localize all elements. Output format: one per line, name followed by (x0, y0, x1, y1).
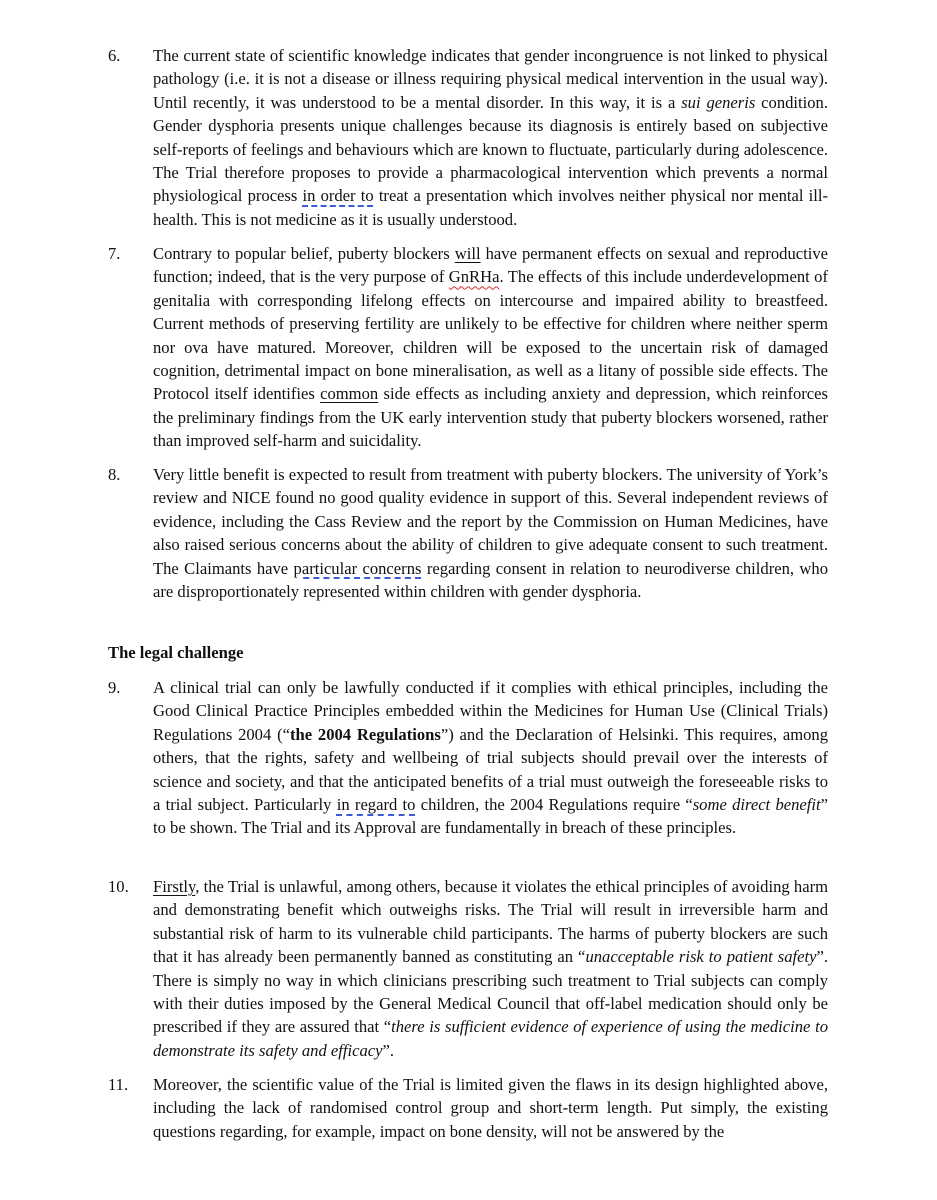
text-run: ”. There is simply no way in which clinicians prescribing such treatment to Trial subjects can comply with their duties imposed by the General Medical Council that off-label medication should only be prescribed if they are assured that “ (153, 947, 829, 1037)
paragraph-10 (108, 875, 828, 1062)
text-run: The current state of scientific knowledge indicates that gender incongruence is not linked to physical pathology (i.e. it is not a disease or illness requiring physical medical intervention in the usual way). Until recently, it was understood to be a mental disorder. In this way, it is a (153, 46, 828, 112)
paragraph-body (153, 676, 828, 840)
text-run: children, the 2004 Regulations require “ (415, 795, 693, 815)
paragraph-number: 6. (108, 46, 121, 65)
paragraph-number: 10. (108, 877, 129, 896)
text-run: have permanent effects on sexual and reproductive function; indeed, that is the very purpose of (153, 244, 828, 287)
paragraph-6 (108, 44, 828, 231)
section-heading: The legal challenge (108, 643, 244, 662)
italic-run: there is sufficient evidence of experience of using the medicine to demonstrate its safety and efficacy (153, 1017, 828, 1060)
paragraph-11 (108, 1073, 828, 1143)
paragraph-7 (108, 242, 828, 453)
paragraph-body (153, 875, 828, 1062)
paragraph-number: 11. (108, 1075, 129, 1094)
grammar-suggestion[interactable]: in regard to (336, 795, 416, 815)
paragraph-9 (108, 676, 828, 840)
paragraph-body (153, 44, 828, 231)
underlined-run: will (454, 244, 481, 263)
italic-run: some direct benefit (692, 795, 821, 815)
underlined-run: common (320, 384, 379, 404)
paragraph-8 (108, 463, 828, 603)
italic-run: unacceptable risk to patient safety (585, 947, 817, 967)
text-run: Very little benefit is expected to result from treatment with puberty blockers. The university of York’s review and NICE found no good quality evidence in support of this. Several independent reviews of evidence, including the Cass Review and the report by the Commission on Human Medicines, have also raised serious concerns about the ability of children to give adequate consent to such treatment. The Claimants have (153, 465, 828, 578)
text-run: ” to be shown. The Trial and its Approval are fundamentally in breach of these principles. (153, 795, 828, 838)
paragraph-body (153, 242, 828, 453)
paragraph-number: 7. (108, 244, 121, 263)
grammar-suggestion[interactable]: particular concerns (293, 558, 422, 578)
text-run: condition. Gender dysphoria presents unique challenges because its diagnosis is entirely based on subjective self-reports of feelings and behaviours which are known to fluctuate, particularly during adolescence. The Trial therefore proposes to provide a pharmacological intervention which prevents a normal physiological process (153, 92, 828, 206)
grammar-suggestion[interactable]: in order to (302, 186, 374, 206)
text-run: . The effects of this include underdevelopment of genitalia with corresponding lifelong effects on intercourse and impaired ability to breastfeed. Current methods of preserving fertility are unlikely to be effective for children where neither sperm nor ova have matured. Moreover, children will be exposed to the uncertain risk of damaged cognition, detrimental impact on bone mineralisation, as well as a litany of possible side effects. The Protocol itself identifies (153, 267, 828, 404)
paragraph-number: 8. (108, 465, 121, 484)
underlined-run: Firstly (153, 877, 196, 896)
text-run: ”) and the Declaration of Helsinki. This requires, among others, that the rights, safety and wellbeing of trial subjects should prevail over the interests of science and society, and that the anticipated benefits of a trial must outweigh the foreseeable risks to a trial subject. Particularly (153, 724, 828, 815)
text-run: side effects as including anxiety and depression, which reinforces the preliminary findings from the UK early intervention study that puberty blockers worsened, rather than improved self-harm and suicidality. (153, 384, 828, 451)
text-run: , the Trial is unlawful, among others, because it violates the ethical principles of avoiding harm and demonstrating benefit which outweighs risks. The Trial will result in irreversible harm and substantial risk of harm to its vulnerable child participants. The harms of puberty blockers are such that it has already been permanently banned as constituting an “ (153, 877, 828, 967)
italic-run: sui generis (681, 92, 756, 112)
text-run: A clinical trial can only be lawfully conducted if it complies with ethical principles, including the Good Clinical Practice Principles embedded within the Medicines for Human Use (Clinical Trials) Regulations 2004 (“ (153, 678, 828, 744)
paragraph-body (153, 463, 828, 603)
text-run: regarding consent in relation to neurodiverse children, who are disproportionately represented within children with gender dysphoria. (153, 558, 828, 602)
spelling-error[interactable]: GnRHa (448, 267, 500, 287)
text-run: Contrary to popular belief, puberty blockers (153, 244, 455, 263)
bold-run: the 2004 Regulations (289, 724, 441, 744)
paragraph-body (153, 1073, 828, 1143)
text-run: Moreover, the scientific value of the Trial is limited given the flaws in its design highlighted above, including the lack of randomised control group and short-term length. Put simply, the existing questions regarding, for example, impact on bone density, will not be answered by the (153, 1075, 828, 1141)
paragraph-number: 9. (108, 678, 121, 697)
text-run: ”. (382, 1040, 395, 1060)
text-run: treat a presentation which involves neither physical nor mental ill-health. This is not medicine as it is usually understood. (153, 186, 828, 229)
